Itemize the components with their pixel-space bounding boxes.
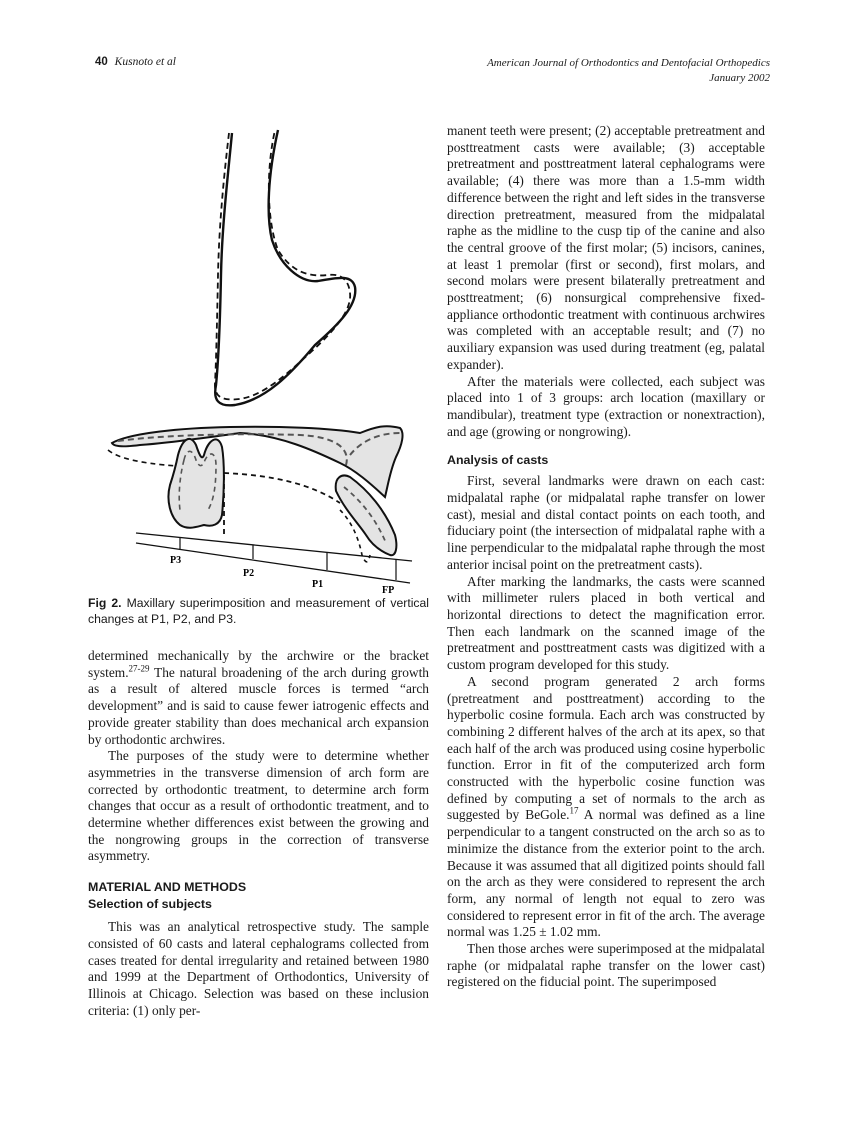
issue-date: January 2002 bbox=[709, 72, 770, 84]
body-paragraph: After the materials were collected, each subject was placed into 1 of 3 groups: arch location (maxillary or mandibular), treatment type (extraction or nonextraction), and age (growing or nongrowing). bbox=[447, 373, 765, 439]
text-run: A normal was defined as a line perpendicular to a tangent constructed on the arch so as to minimize the distance from the exterior point to the arch. Because it was assumed that all digitized points should fall on the arch as they were considered to represent the arch form, any normal of length not equal to zero was considered to represent error in fit of the arch. The average normal was 1.25 ± 1.02 mm. bbox=[447, 807, 765, 940]
subsection-heading: Selection of subjects bbox=[88, 897, 212, 912]
body-paragraph: After marking the landmarks, the casts were scanned with millimeter rulers placed in both vertical and horizontal directions to detect the magnification error. Then each landmark on the scanned image of the pretreatment and posttreatment casts was digitized with a custom program developed for this study. bbox=[447, 573, 765, 673]
text-run: The natural broadening of the arch during growth as a result of altered muscle forces is termed “arch development” and is said to cause fewer iatrogenic effects and provide greater stability than does mechanical arch expansion by orthodontic archwires. bbox=[88, 664, 429, 747]
right-column bbox=[447, 123, 765, 991]
label-fp: FP bbox=[382, 585, 395, 595]
citation-superscript: 27-29 bbox=[128, 663, 150, 674]
body-paragraph bbox=[88, 648, 429, 748]
journal-title: American Journal of Orthodontics and Dentofacial Orthopedics bbox=[487, 57, 770, 69]
body-paragraph: First, several landmarks were drawn on each cast: midpalatal raphe (or midpalatal raphe transfer on lower cast), mesial and distal contact points on each tooth, and fiduciary point (the intersection of midpalatal raphe with a line perpendicular to the midpalatal raphe through the most anterior incisal point on the pretreatment casts). bbox=[447, 473, 765, 572]
maxillary-superimposition-diagram bbox=[100, 115, 430, 595]
running-head bbox=[95, 56, 770, 92]
page-number: 40 bbox=[95, 56, 108, 68]
figure-caption bbox=[88, 596, 429, 627]
incisor-outline-dashed bbox=[215, 130, 350, 399]
text-run: determined mechanically by the archwire or the bracket system. bbox=[88, 648, 429, 680]
citation-superscript: 17 bbox=[569, 805, 579, 816]
left-column bbox=[88, 648, 429, 1019]
body-paragraph bbox=[447, 674, 765, 941]
subsection-heading: Analysis of casts bbox=[447, 453, 549, 468]
body-paragraph: This was an analytical retrospective study. The sample consisted of 60 casts and lateral cephalograms collected from cases treated for dental irregularity and retained between 1980 and 1999 at the Department of Orthodontics, University of Illinois at Chicago. Selection was based on these inclusion criteria: (1) only per- bbox=[88, 919, 429, 1018]
body-paragraph: Then those arches were superimposed at the midpalatal raphe (or midpalatal raphe transfer on the lower cast) registered on the fiducial point. The superimposed bbox=[447, 941, 765, 990]
label-p1: P1 bbox=[312, 579, 324, 590]
running-head-right bbox=[487, 56, 770, 86]
body-paragraph: manent teeth were present; (2) acceptable pretreatment and posttreatment casts were available; (3) acceptable pretreatment and posttreatment lateral cephalograms were available; (4) there was more than a 1.5-mm width difference between the right and left sides in the transverse direction pretreatment, measured from the midpalatal raphe as the midline to the cusp tip of the canine and also the central groove of the first molar; (5) incisors, canines, at least 1 premolar (first or second), first molars, and second molars were present bilaterally pretreatment and posttreatment; (6) nonsurgical comprehensive fixed-appliance orthodontic treatment with continuous archwires was completed with an acceptable result; and (7) no auxiliary expansion was used during treatment (eg, palatal expander). bbox=[447, 123, 765, 372]
running-head-left bbox=[95, 56, 176, 68]
body-paragraph: The purposes of the study were to determine whether asymmetries in the transverse dimension of arch form are corrected by orthodontic treatment, to determine arch form changes that occur as a result of orthodontic treatment, and to determine whether differences exist between the growing and the nongrowing groups in the correction of transverse asymmetry. bbox=[88, 748, 429, 864]
caption-number: Fig 2. bbox=[88, 596, 122, 610]
molar-tooth bbox=[168, 439, 223, 528]
author-line: Kusnoto et al bbox=[114, 56, 177, 68]
label-p3: P3 bbox=[170, 555, 182, 566]
figure-2 bbox=[100, 115, 430, 595]
incisor-outline-solid bbox=[215, 130, 355, 405]
label-p2: P2 bbox=[243, 568, 255, 579]
section-heading: MATERIAL AND METHODS bbox=[88, 880, 247, 895]
text-run: A second program generated 2 arch forms (pretreatment and posttreatment) according to the hyperbolic cosine formula. Each arch was constructed by combining 2 different halves of the arch at its apex, so that each half of the arch was produced using cosine hyperbolic function. Error in fit of the computerized arch form constructed with the hyperbolic cosine function was defined by computing a set of normals to the arch as suggested by BeGole. bbox=[447, 673, 765, 823]
caption-text: Maxillary superimposition and measurement of vertical changes at P1, P2, and P3. bbox=[88, 596, 429, 626]
arch-dashed-line bbox=[224, 473, 340, 535]
